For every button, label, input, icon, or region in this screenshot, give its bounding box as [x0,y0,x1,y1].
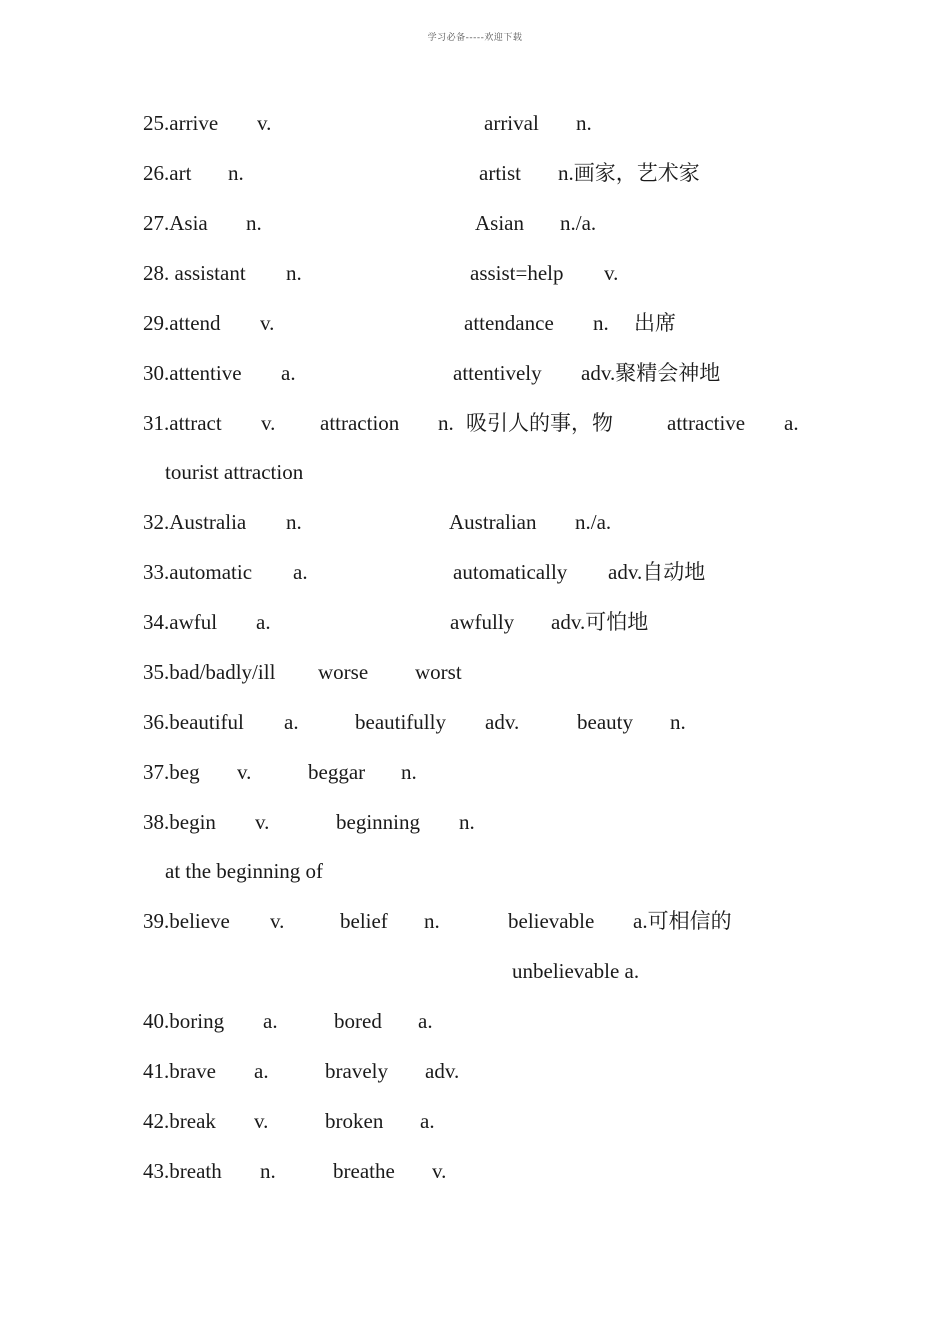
entry-part: a. [281,361,296,385]
entry-word: 37.beg [143,760,200,784]
vocab-line [0,557,950,587]
entry-part: n. [670,710,686,734]
entry-part: adv.聚精会神地 [581,361,721,385]
entry-part: Australian [449,510,537,534]
entry-part: a. [254,1059,269,1083]
entry-part: attractive [667,411,746,435]
entry-part: n. [246,211,262,235]
entry-part: v. [255,810,270,834]
entry-part: n. [593,311,609,335]
entry-part: adv. [425,1059,460,1083]
entry-part: v. [260,311,275,335]
vocab-line [0,1006,950,1036]
entry-part: attentively [453,361,542,385]
entry-part: n. [286,261,302,285]
entry-part: attraction [320,411,400,435]
entry-part: bored [334,1009,382,1033]
entry-part: v. [261,411,276,435]
entry-word: 38.begin [143,810,216,834]
entry-part: worst [415,660,462,684]
entry-part: breathe [333,1159,395,1183]
entry-part: n. [401,760,417,784]
entry-part: adv. [485,710,520,734]
entry-part: a. [263,1009,278,1033]
entry-part: 吸引人的事，物 [466,411,613,435]
entry-part: a. [784,411,799,435]
entry-word: 41.brave [143,1059,216,1083]
entry-part: a. [418,1009,433,1033]
entry-word: unbelievable a. [512,959,640,983]
entry-word: tourist attraction [165,460,304,484]
entry-word: 29.attend [143,311,221,335]
entry-part: believable [508,909,595,933]
entry-part: assist=help [470,261,564,285]
entry-word: 27.Asia [143,211,208,235]
vocab-line [0,707,950,737]
entry-part: v. [237,760,252,784]
entry-part: automatically [453,560,568,584]
vocab-line [0,1056,950,1086]
entry-part: beautifully [355,710,446,734]
vocab-line [0,308,950,338]
entry-part: Asian [475,211,524,235]
vocab-line [0,507,950,537]
vocab-line [0,108,950,138]
entry-part: n. [228,161,244,185]
entry-part: worse [318,660,369,684]
entry-part: v. [254,1109,269,1133]
entry-part: a. [284,710,299,734]
entry-word: 32.Australia [143,510,247,534]
entry-part: artist [479,161,521,185]
vocab-line [0,657,950,687]
entry-word: 34.awful [143,610,218,634]
entry-part: v. [432,1159,447,1183]
entry-word: at the beginning of [165,859,324,883]
entry-word: 35.bad/badly/ill [143,660,276,684]
entry-part: n. [459,810,475,834]
vocab-line [0,856,950,886]
vocab-line [0,457,950,487]
entry-word: 25.arrive [143,111,219,135]
entry-part: adv.自动地 [608,560,706,584]
entry-part: v. [604,261,619,285]
entry-word: 40.boring [143,1009,225,1033]
entry-part: adv.可怕地 [551,610,649,634]
entry-word: 26.art [143,161,192,185]
vocab-line [0,956,950,986]
entry-word: 33.automatic [143,560,253,584]
vocab-line [0,607,950,637]
entry-part: beggar [308,760,366,784]
entry-word: 39.believe [143,909,230,933]
vocab-line [0,258,950,288]
entry-part: beauty [577,710,633,734]
entry-part: n. [424,909,440,933]
entry-part: n. [438,411,454,435]
entry-word: 28. assistant [143,261,246,285]
entry-part: n./a. [575,510,612,534]
vocab-line [0,1156,950,1186]
entry-part: n. [576,111,592,135]
entry-part: n. [286,510,302,534]
vocab-line [0,1106,950,1136]
entry-part: awfully [450,610,515,634]
entry-part: a.可相信的 [633,909,732,933]
entry-part: a. [420,1109,435,1133]
entry-part: v. [257,111,272,135]
entry-part: a. [256,610,271,634]
entry-part: n./a. [560,211,597,235]
entry-word: 36.beautiful [143,710,244,734]
entry-part: v. [270,909,285,933]
page-header: 学习必备-----欢迎下载 [427,33,523,43]
entry-part: attendance [464,311,554,335]
entry-word: 31.attract [143,411,222,435]
entry-word: 42.break [143,1109,216,1133]
vocab-line [0,906,950,936]
entry-part: belief [340,909,388,933]
entry-part: n.画家，艺术家 [558,161,700,185]
vocab-line [0,358,950,388]
vocab-line [0,408,950,438]
vocab-line [0,208,950,238]
entry-part: n. [260,1159,276,1183]
entry-part: beginning [336,810,420,834]
entry-word: 30.attentive [143,361,242,385]
entry-part: a. [293,560,308,584]
entry-part: 出席 [634,311,676,335]
entry-part: arrival [484,111,539,135]
entry-part: broken [325,1109,384,1133]
entry-word: 43.breath [143,1159,222,1183]
entry-part: bravely [325,1059,388,1083]
vocab-line [0,807,950,837]
vocab-line [0,158,950,188]
vocab-line [0,757,950,787]
